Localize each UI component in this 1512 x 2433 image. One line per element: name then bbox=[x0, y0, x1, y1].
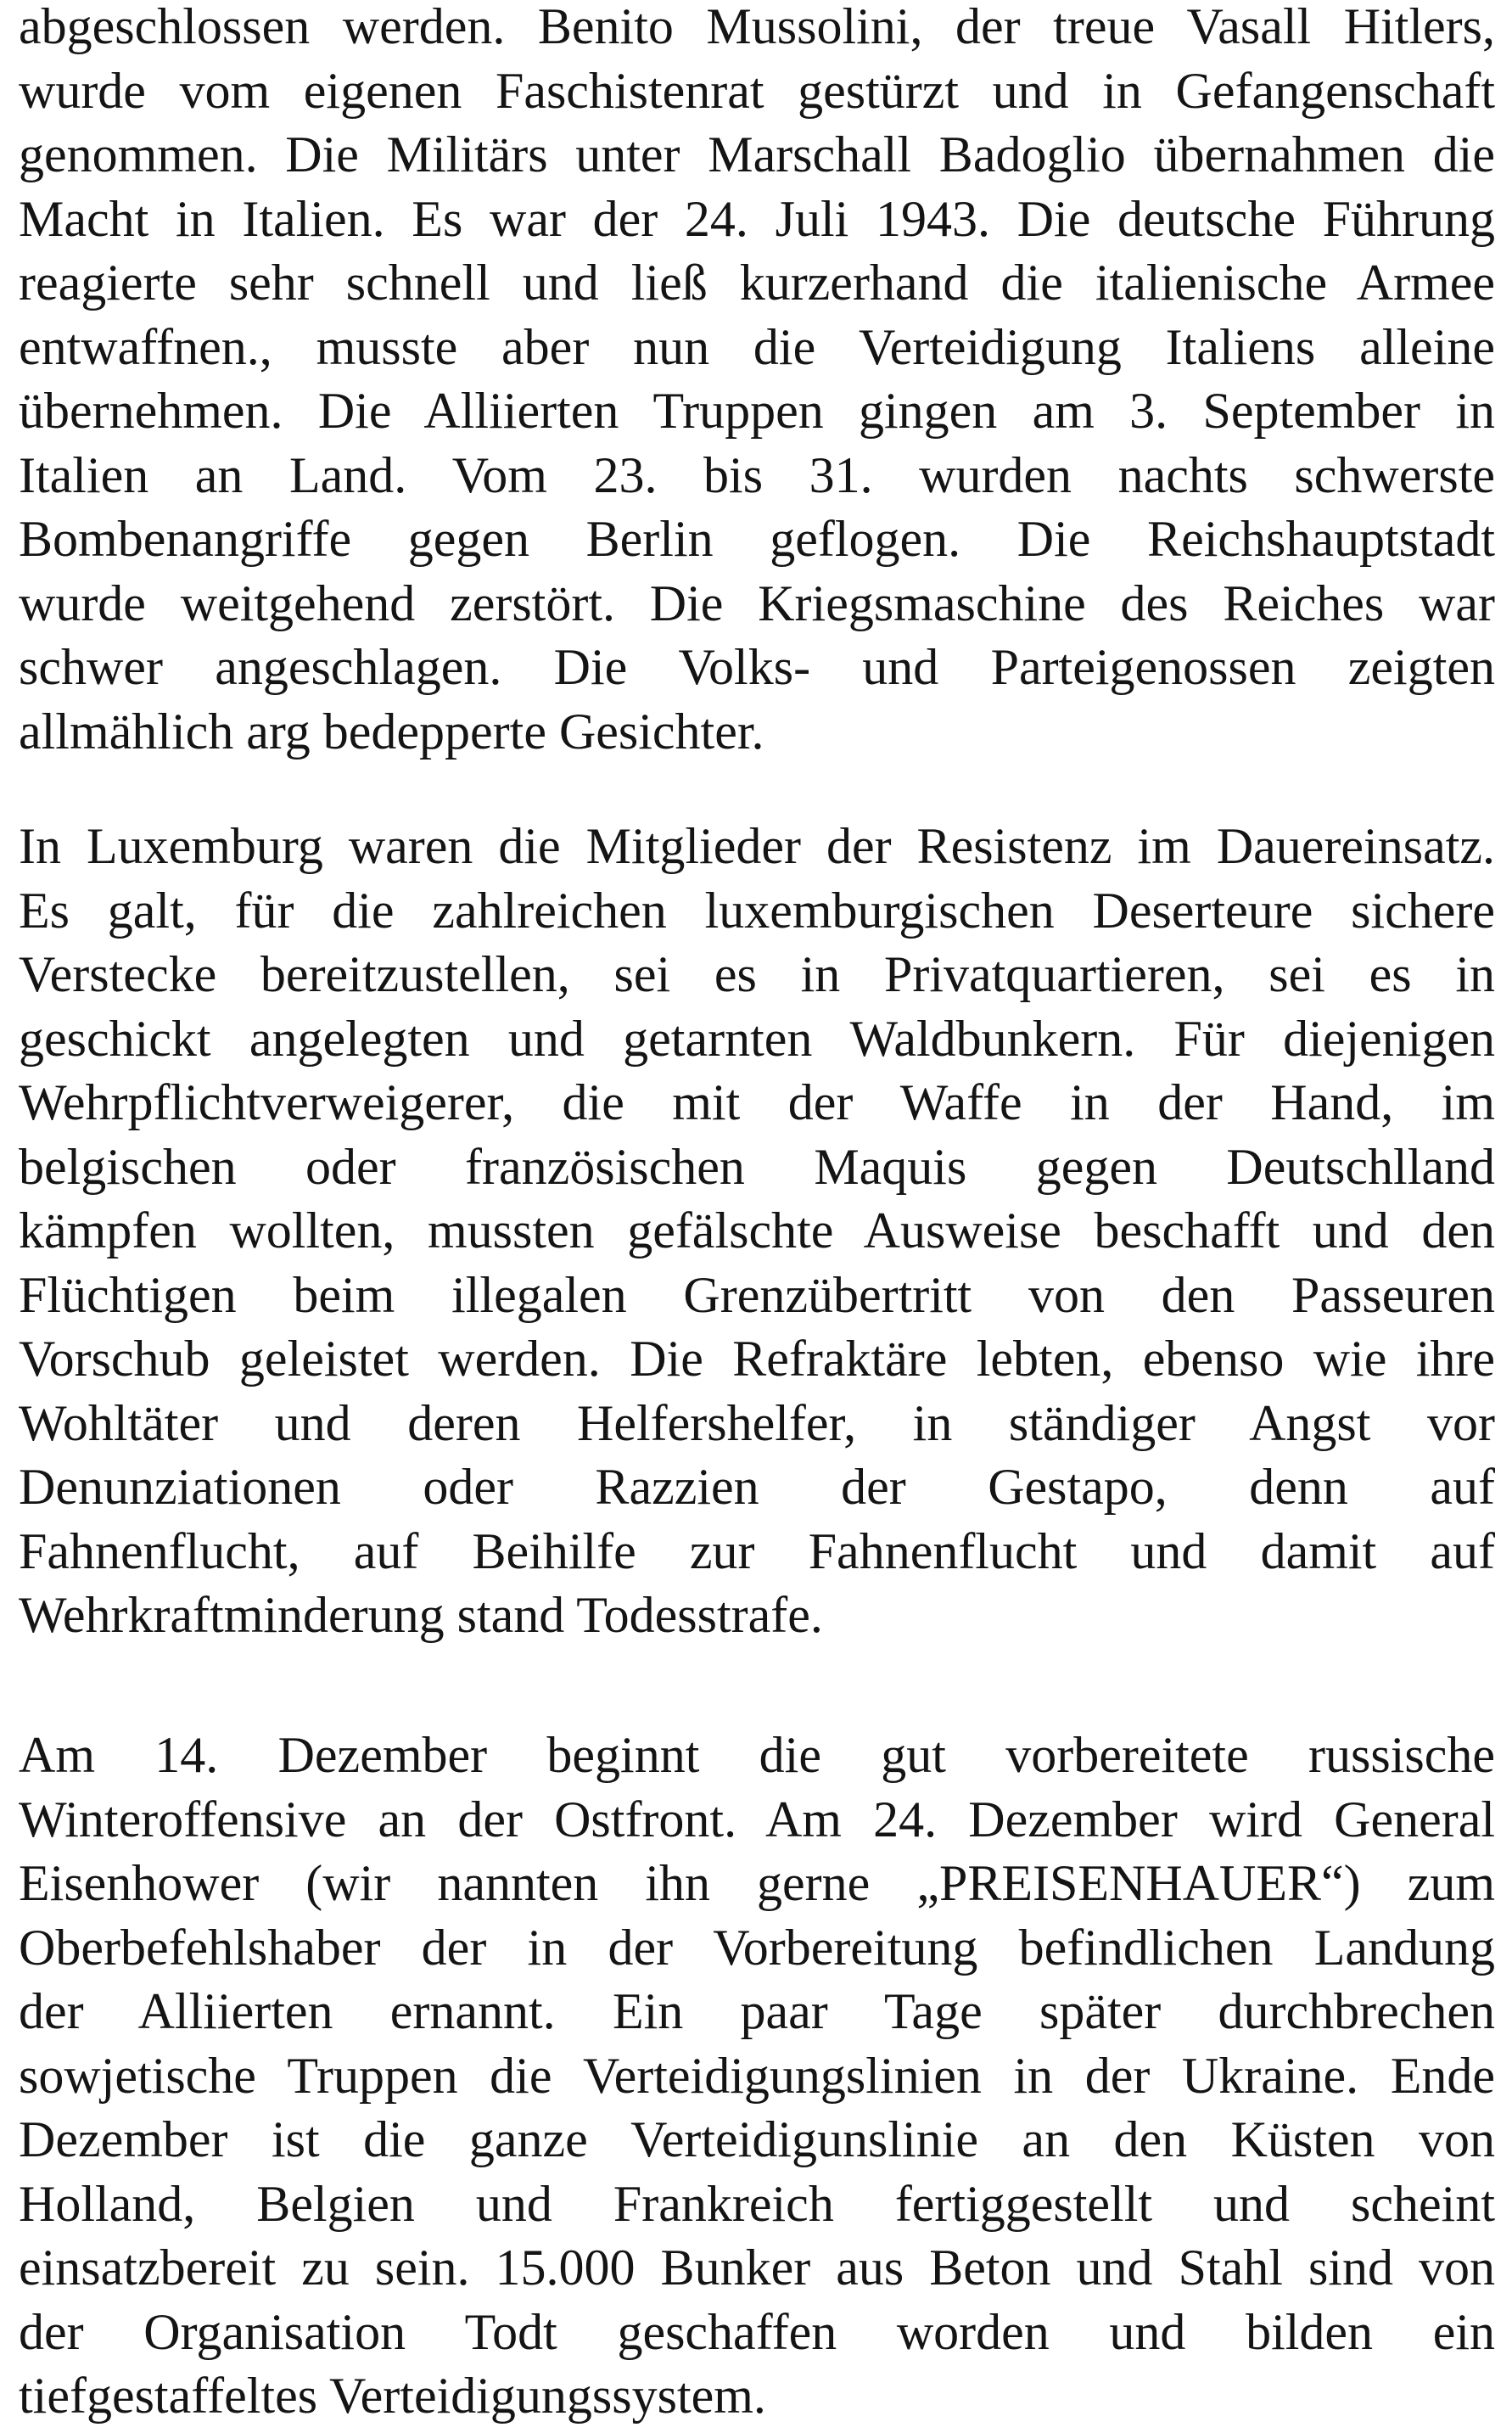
text-line: Eisenhower (wir nannten ihn gerne „PREISENHAUER“) zum bbox=[19, 1855, 1495, 1911]
text-line: Wohltäter und deren Helfershelfer, in ständiger Angst vor bbox=[19, 1394, 1495, 1451]
paragraph-1 bbox=[19, 0, 1495, 764]
text-line: Es galt, für die zahlreichen luxemburgischen Deserteure sichere bbox=[19, 882, 1495, 939]
paragraph-2 bbox=[19, 815, 1495, 1648]
text-line: entwaffnen., musste aber nun die Verteidigung Italiens alleine bbox=[19, 318, 1495, 375]
text-line: belgischen oder französischen Maquis gegen Deutschlland bbox=[19, 1138, 1495, 1195]
text-line: Winteroffensive an der Ostfront. Am 24. Dezember wird General bbox=[19, 1791, 1495, 1847]
text-line: reagierte sehr schnell und ließ kurzerhand die italienische Armee bbox=[19, 255, 1495, 311]
text-line: Vorschub geleistet werden. Die Refraktäre lebten, ebenso wie ihre bbox=[19, 1331, 1495, 1387]
text-line: Fahnenflucht, auf Beihilfe zur Fahnenflucht und damit auf bbox=[19, 1522, 1495, 1579]
text-line: Macht in Italien. Es war der 24. Juli 1943. Die deutsche Führung bbox=[19, 190, 1495, 247]
text-line: der Organisation Todt geschaffen worden und bilden ein bbox=[19, 2303, 1495, 2360]
text-line: wurde weitgehend zerstört. Die Kriegsmaschine des Reiches war bbox=[19, 575, 1495, 631]
text-line: geschickt angelegten und getarnten Waldbunkern. Für diejenigen bbox=[19, 1010, 1495, 1067]
text-line: Am 14. Dezember beginnt die gut vorbereitete russische bbox=[19, 1727, 1495, 1783]
text-line: Wehrpflichtverweigerer, die mit der Waffe in der Hand, im bbox=[19, 1074, 1495, 1130]
text-line: übernehmen. Die Alliierten Truppen gingen am 3. September in bbox=[19, 383, 1495, 439]
text-line: sowjetische Truppen die Verteidigungslinien in der Ukraine. Ende bbox=[19, 2047, 1495, 2104]
document-page bbox=[19, 0, 1495, 2433]
text-line: Bombenangriffe gegen Berlin geflogen. Die Reichshauptstadt bbox=[19, 511, 1495, 567]
text-line: Wehrkraftminderung stand Todesstrafe. bbox=[19, 1587, 823, 1643]
text-line: Italien an Land. Vom 23. bis 31. wurden nachts schwerste bbox=[19, 446, 1495, 503]
text-line: kämpfen wollten, mussten gefälschte Ausweise beschafft und den bbox=[19, 1202, 1495, 1259]
text-line: der Alliierten ernannt. Ein paar Tage später durchbrechen bbox=[19, 1983, 1495, 2039]
text-line: Dezember ist die ganze Verteidigunslinie an den Küsten von bbox=[19, 2111, 1495, 2167]
text-line: tiefgestaffeltes Verteidigungssystem. bbox=[19, 2368, 766, 2424]
text-line: Flüchtigen beim illegalen Grenzübertritt von den Passeuren bbox=[19, 1266, 1495, 1323]
text-line: In Luxemburg waren die Mitglieder der Resistenz im Dauereinsatz. bbox=[19, 818, 1495, 874]
text-line: Holland, Belgien und Frankreich fertiggestellt und scheint bbox=[19, 2175, 1495, 2232]
text-line: abgeschlossen werden. Benito Mussolini, der treue Vasall Hitlers, bbox=[19, 0, 1495, 54]
text-line: Oberbefehlshaber der in der Vorbereitung befindlichen Landung bbox=[19, 1919, 1495, 1976]
text-line: Verstecke bereitzustellen, sei es in Privatquartieren, sei es in bbox=[19, 946, 1495, 1002]
text-line: schwer angeschlagen. Die Volks- und Parteigenossen zeigten bbox=[19, 639, 1495, 695]
text-line: einsatzbereit zu sein. 15.000 Bunker aus Beton und Stahl sind von bbox=[19, 2240, 1495, 2296]
text-line: Denunziationen oder Razzien der Gestapo, denn auf bbox=[19, 1459, 1495, 1515]
paragraph-3 bbox=[19, 1724, 1495, 2429]
text-line: wurde vom eigenen Faschistenrat gestürzt und in Gefangenschaft bbox=[19, 62, 1495, 119]
text-line: genommen. Die Militärs unter Marschall Badoglio übernahmen die bbox=[19, 126, 1495, 182]
text-line: allmählich arg bedepperte Gesichter. bbox=[19, 703, 764, 760]
